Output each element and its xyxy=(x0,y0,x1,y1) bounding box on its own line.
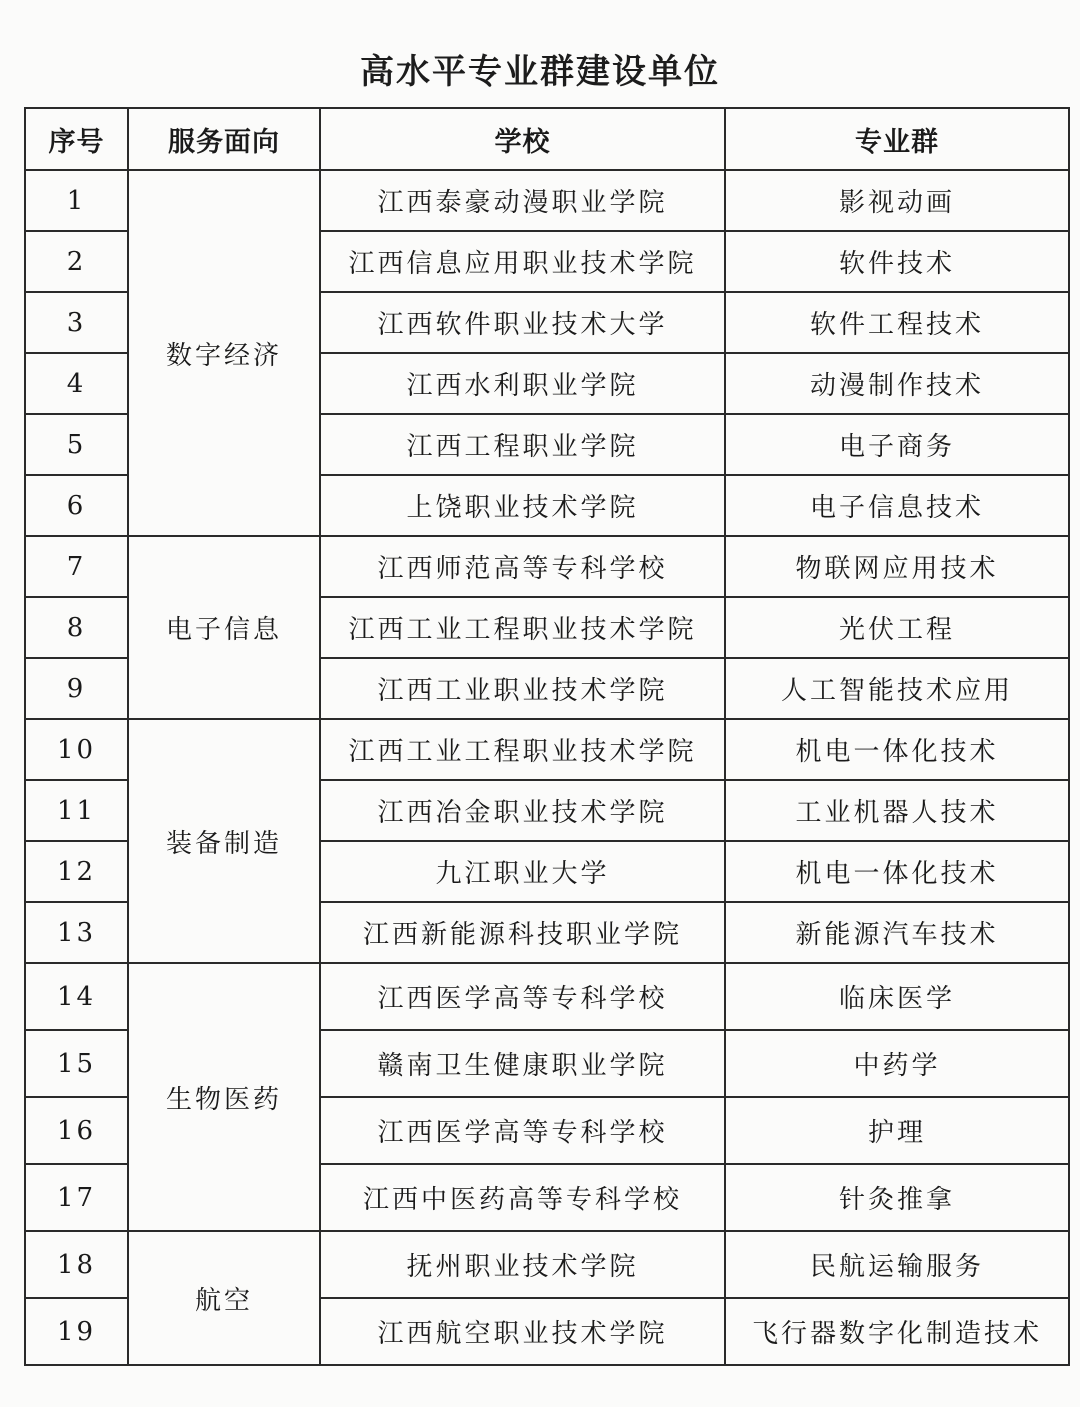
school-cell: 江西软件职业技术大学 xyxy=(320,292,725,353)
school-cell: 江西工业工程职业技术学院 xyxy=(320,719,725,780)
major-group-cell: 工业机器人技术 xyxy=(725,780,1069,841)
row-number: 7 xyxy=(25,536,128,597)
school-cell: 江西工程职业学院 xyxy=(320,414,725,475)
row-number: 2 xyxy=(25,231,128,292)
row-number: 6 xyxy=(25,475,128,536)
row-number: 16 xyxy=(25,1097,128,1164)
service-area-cell: 航空 xyxy=(128,1231,320,1365)
column-header-school: 学校 xyxy=(320,108,725,170)
school-cell: 江西泰豪动漫职业学院 xyxy=(320,170,725,231)
row-number: 14 xyxy=(25,963,128,1030)
school-cell: 江西航空职业技术学院 xyxy=(320,1298,725,1365)
school-cell: 抚州职业技术学院 xyxy=(320,1231,725,1298)
document-title: 高水平专业群建设单位 xyxy=(360,52,720,92)
school-cell: 上饶职业技术学院 xyxy=(320,475,725,536)
major-group-cell: 针灸推拿 xyxy=(725,1164,1069,1231)
school-cell: 江西医学高等专科学校 xyxy=(320,963,725,1030)
service-area-cell: 电子信息 xyxy=(128,536,320,719)
table-row xyxy=(25,1231,1069,1298)
major-group-cell: 机电一体化技术 xyxy=(725,841,1069,902)
row-number: 18 xyxy=(25,1231,128,1298)
service-area-cell: 生物医药 xyxy=(128,963,320,1231)
school-cell: 江西新能源科技职业学院 xyxy=(320,902,725,963)
row-number: 8 xyxy=(25,597,128,658)
row-number: 13 xyxy=(25,902,128,963)
row-number: 1 xyxy=(25,170,128,231)
school-cell: 江西工业工程职业技术学院 xyxy=(320,597,725,658)
major-group-cell: 民航运输服务 xyxy=(725,1231,1069,1298)
row-number: 12 xyxy=(25,841,128,902)
school-cell: 江西信息应用职业技术学院 xyxy=(320,231,725,292)
major-group-cell: 中药学 xyxy=(725,1030,1069,1097)
major-group-cell: 临床医学 xyxy=(725,963,1069,1030)
row-number: 3 xyxy=(25,292,128,353)
major-group-cell: 护理 xyxy=(725,1097,1069,1164)
row-number: 11 xyxy=(25,780,128,841)
table-row xyxy=(25,963,1069,1030)
row-number: 4 xyxy=(25,353,128,414)
school-cell: 江西师范高等专科学校 xyxy=(320,536,725,597)
row-number: 9 xyxy=(25,658,128,719)
row-number: 15 xyxy=(25,1030,128,1097)
major-group-cell: 动漫制作技术 xyxy=(725,353,1069,414)
row-number: 19 xyxy=(25,1298,128,1365)
row-number: 10 xyxy=(25,719,128,780)
major-group-cell: 电子商务 xyxy=(725,414,1069,475)
major-group-cell: 软件工程技术 xyxy=(725,292,1069,353)
major-group-cell: 人工智能技术应用 xyxy=(725,658,1069,719)
service-area-cell: 数字经济 xyxy=(128,170,320,536)
construction-units-table xyxy=(24,107,1070,1366)
major-group-cell: 影视动画 xyxy=(725,170,1069,231)
row-number: 5 xyxy=(25,414,128,475)
major-group-cell: 电子信息技术 xyxy=(725,475,1069,536)
major-group-cell: 光伏工程 xyxy=(725,597,1069,658)
school-cell: 九江职业大学 xyxy=(320,841,725,902)
major-group-cell: 软件技术 xyxy=(725,231,1069,292)
table-row xyxy=(25,536,1069,597)
service-area-cell: 装备制造 xyxy=(128,719,320,963)
school-cell: 江西中医药高等专科学校 xyxy=(320,1164,725,1231)
school-cell: 赣南卫生健康职业学院 xyxy=(320,1030,725,1097)
major-group-cell: 飞行器数字化制造技术 xyxy=(725,1298,1069,1365)
table-row xyxy=(25,170,1069,231)
school-cell: 江西医学高等专科学校 xyxy=(320,1097,725,1164)
table-row xyxy=(25,719,1069,780)
major-group-cell: 新能源汽车技术 xyxy=(725,902,1069,963)
column-header-major-group: 专业群 xyxy=(725,108,1069,170)
column-header-service-area: 服务面向 xyxy=(128,108,320,170)
major-group-cell: 机电一体化技术 xyxy=(725,719,1069,780)
column-header-number: 序号 xyxy=(25,108,128,170)
school-cell: 江西水利职业学院 xyxy=(320,353,725,414)
table-header-row xyxy=(25,108,1069,170)
school-cell: 江西冶金职业技术学院 xyxy=(320,780,725,841)
school-cell: 江西工业职业技术学院 xyxy=(320,658,725,719)
major-group-cell: 物联网应用技术 xyxy=(725,536,1069,597)
row-number: 17 xyxy=(25,1164,128,1231)
